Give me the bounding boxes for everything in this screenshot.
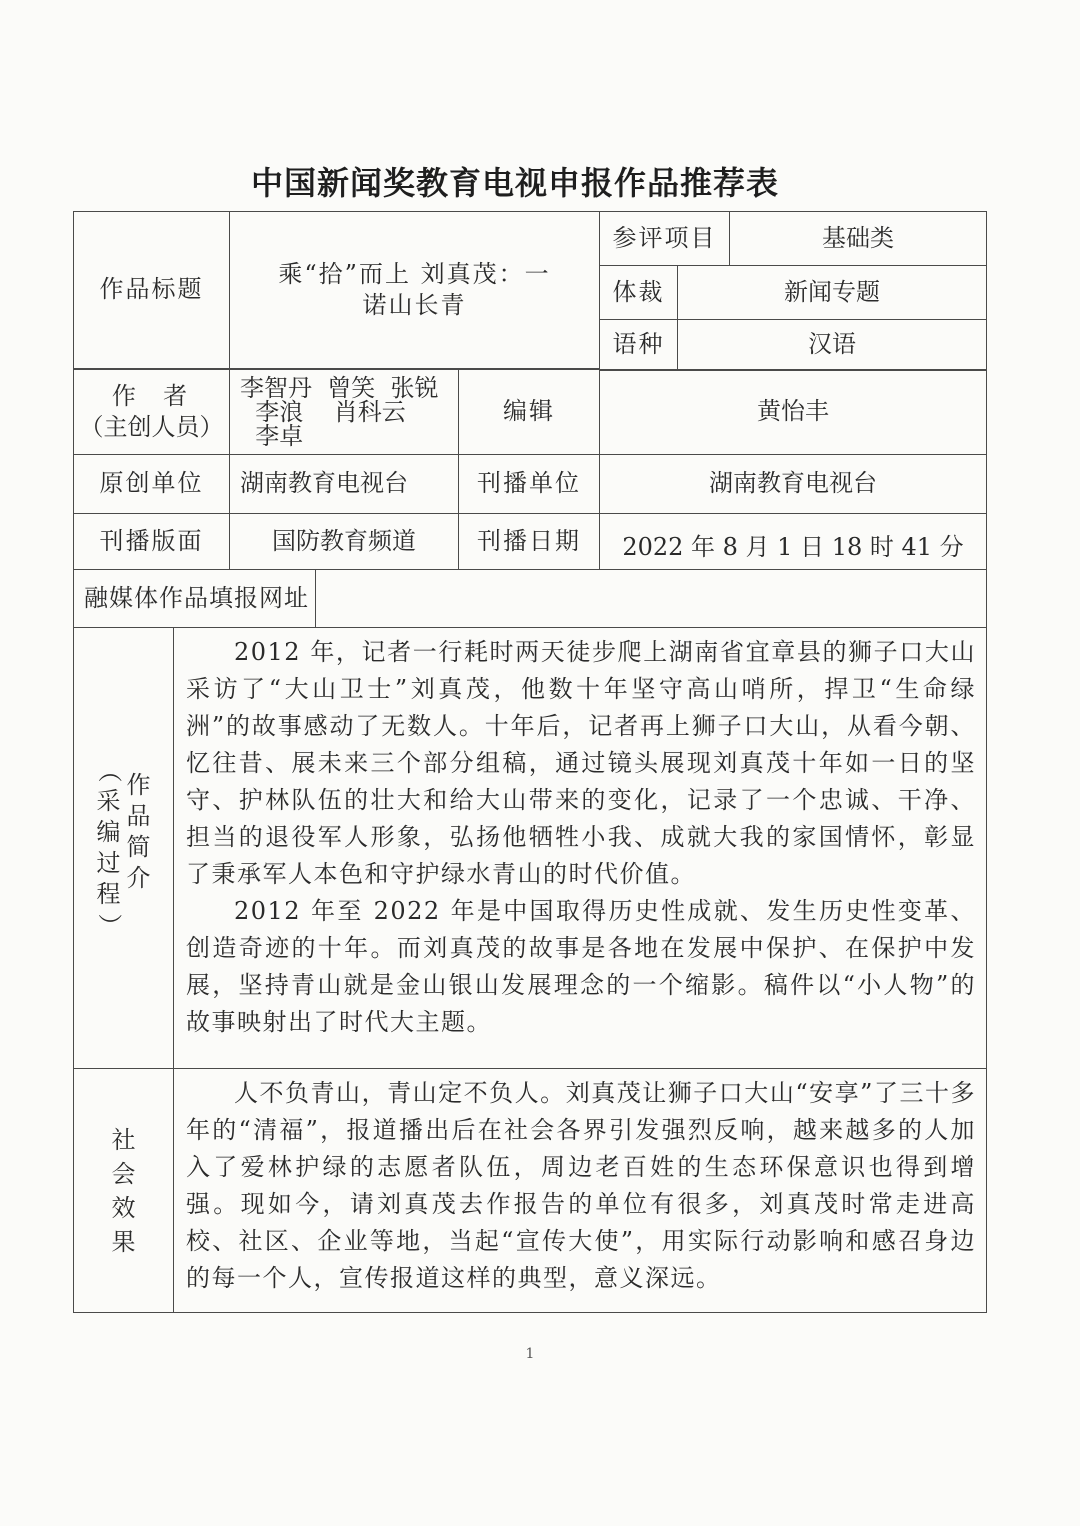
process-label-char: 程 [96,880,121,908]
broadcast-unit-value [599,454,987,514]
editor-label [458,369,600,455]
editor-label-text: 编辑 [503,397,555,426]
origin-unit-label-text: 原创单位 [99,469,204,498]
editor-value [599,369,987,455]
effect-label-char: 社 [111,1125,136,1154]
process-label-char: 过 [96,849,121,877]
effect-label-char: 会 [111,1159,136,1188]
broadcast-page-label [73,513,230,570]
category-label-text: 参评项目 [612,223,717,252]
effect-label-char: 效 [111,1193,136,1222]
broadcast-unit-value-text: 湖南教育电视台 [709,469,877,498]
genre-value [677,265,987,320]
broadcast-unit-label-text: 刊播单位 [477,469,581,498]
language-value-text: 汉语 [808,330,856,359]
broadcast-page-label-text: 刊播版面 [99,526,204,555]
broadcast-date-label [458,513,600,570]
process-label-char: （ [95,758,123,783]
category-value-text: 基础类 [822,223,894,252]
authors-line3: 李卓 [240,422,304,450]
process-label-char: 介 [126,864,151,892]
authors-label-line2: （主创人员） [79,413,224,441]
category-label [599,211,730,266]
authors-label-line1: 作 者 [111,381,192,410]
process-content [173,627,987,1069]
process-label-col2 [127,755,151,894]
process-label-char: 品 [126,802,151,830]
process-paragraph-1: 2012 年，记者一行耗时两天徒步爬上湖南省宜章县的狮子口大山采访了“大山卫士”刘真茂，他数十年坚守高山哨所，捍卫“生命绿洲”的故事感动了无数人。十年后，记者再上狮子口大山，从看今朝、忆往昔、展未来三个部分组稿，通过镜头展现刘真茂十年如一日的坚守、护林队伍的壮大和给大山带来的变化，记录了一个忠诚、干净、担当的退役军人形象，弘扬他牺牲小我、成就大我的家国情怀，彰显了秉承军人本色和守护绿水青山的时代价值。 [186,638,976,888]
genre-label-text: 体裁 [612,277,665,306]
genre-value-text: 新闻专题 [784,277,880,306]
broadcast-date-label-text: 刊播日期 [477,526,581,555]
work-title-line2: 诺山长青 [362,291,467,319]
effect-paragraph-1: 人不负青山，青山定不负人。刘真茂让狮子口大山“安享”了三十多年的“清福”，报道播出后在社会各界引发强烈反响，越来越多的人加入了爱林护绿的志愿者队伍，周边老百姓的生态环保意识也得到增强。现如今，请刘真茂去作报告的单位有很多，刘真茂时常走进高校、社区、企业等地，当起“宣传大使”，用实际行动影响和感召身边的每一个人，宣传报道这样的典型，意义深远。 [186,1079,976,1292]
effect-label-char: 果 [111,1227,136,1256]
genre-label [599,265,678,320]
language-value [677,319,987,371]
origin-unit-value [229,454,459,514]
page-number: 1 [525,1346,535,1362]
process-label-char: 简 [126,833,151,861]
form-title: 中国新闻奖教育电视申报作品推荐表 [250,164,779,202]
broadcast-page-value [229,513,459,570]
process-paragraph-2: 2012 年至 2022 年是中国取得历史性成就、发生历史性变革、创造奇迹的十年。而刘真茂的故事是各地在发展中保护、在保护中发展，坚持青山就是金山银山发展理念的一个缩影。稿件以“小人物”的故事映射出了时代大主题。 [186,897,976,1036]
category-value [729,211,987,266]
work-title-label [73,211,230,369]
language-label [599,319,678,371]
work-title-line1: 乘“拾”而上 刘真茂：一 [278,259,551,288]
process-label-char: 作 [126,771,151,799]
authors-line2: 李浪 肖科云 [240,398,406,426]
authors-line1: 李智丹 曾笑 张锐 [240,374,439,402]
authors-value [229,369,459,455]
work-title-value [229,211,600,369]
process-label-col1 [97,755,121,941]
broadcast-unit-label [458,454,600,514]
origin-unit-label [73,454,230,514]
editor-value-text: 黄怡丰 [757,397,829,426]
media-url-value [315,569,987,628]
process-label-char: 编 [96,818,121,846]
broadcast-page-value-text: 国防教育频道 [272,526,416,555]
effect-content [173,1068,987,1313]
media-url-label-text: 融媒体作品填报网址 [84,583,309,612]
broadcast-date-value-text: 2022 年 8 月 1 日 18 时 41 分 [622,532,964,561]
process-label-char: 采 [96,787,121,815]
effect-label [73,1068,174,1313]
origin-unit-value-text: 湖南教育电视台 [240,469,408,498]
process-label [73,627,174,1069]
language-label-text: 语种 [612,330,665,359]
authors-label [73,369,230,455]
broadcast-date-value [599,513,987,570]
work-title-label-text: 作品标题 [99,275,204,304]
media-url-label [73,569,316,628]
process-label-char: ） [95,913,123,938]
